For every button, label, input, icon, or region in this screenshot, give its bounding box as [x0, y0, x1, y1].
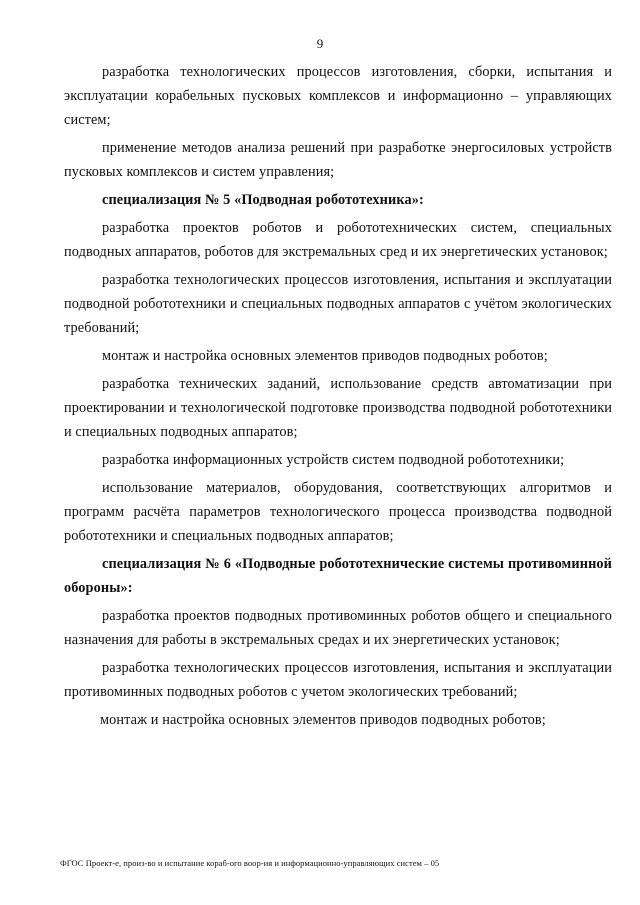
- paragraph-drive-assembly-2: монтаж и настройка основных элементов приводов подводных роботов;: [100, 712, 546, 728]
- paragraph-robot-projects: разработка проектов роботов и робототехнических систем, специальных подводных аппаратов, роботов для экстремальных сред и их энергетических установок;: [64, 220, 612, 260]
- paragraph-technical-specifications: разработка технических заданий, использование средств автоматизации при проектировании и технологической подготовке производства подводной робототехники и специальных подводных аппаратов;: [64, 376, 612, 440]
- specialization-6-heading: специализация № 6 «Подводные робототехнические системы противоминной обороны»:: [64, 556, 612, 596]
- paragraph-mine-robot-processes: разработка технологических процессов изготовления, испытания и эксплуатации противоминных подводных роботов с учетом экологических требований;: [64, 660, 612, 700]
- paragraph-materials-equipment: использование материалов, оборудования, соответствующих алгоритмов и программ расчёта параметров технологического процесса производства подводной робототехники и специальных подводных аппаратов;: [64, 480, 612, 544]
- paragraph-decision-analysis: применение методов анализа решений при разработке энергосиловых устройств пусковых комплексов и систем управления;: [64, 140, 612, 180]
- page-number: 9: [316, 36, 324, 51]
- paragraph-robot-technology-processes: разработка технологических процессов изготовления, испытания и эксплуатации подводной робототехники и специальных подводных аппаратов с учётом экологических требований;: [64, 272, 612, 336]
- paragraph-drive-assembly: монтаж и настройка основных элементов приводов подводных роботов;: [102, 348, 548, 364]
- paragraph-launch-complexes-development: разработка технологических процессов изготовления, сборки, испытания и эксплуатации корабельных пусковых комплексов и информационно – управляющих систем;: [64, 64, 612, 128]
- specialization-5-heading: специализация № 5 «Подводная робототехника»:: [102, 192, 424, 208]
- paragraph-mine-robot-projects: разработка проектов подводных противоминных роботов общего и специального назначения для работы в экстремальных средах и их энергетических установок;: [64, 608, 612, 648]
- document-footer: ФГОС Проект-е, произ-во и испытание кораб-ого воор-ия и информационно-управляющих систем – 05: [60, 858, 440, 868]
- document-body: [64, 60, 612, 736]
- paragraph-information-devices: разработка информационных устройств систем подводной робототехники;: [102, 452, 565, 468]
